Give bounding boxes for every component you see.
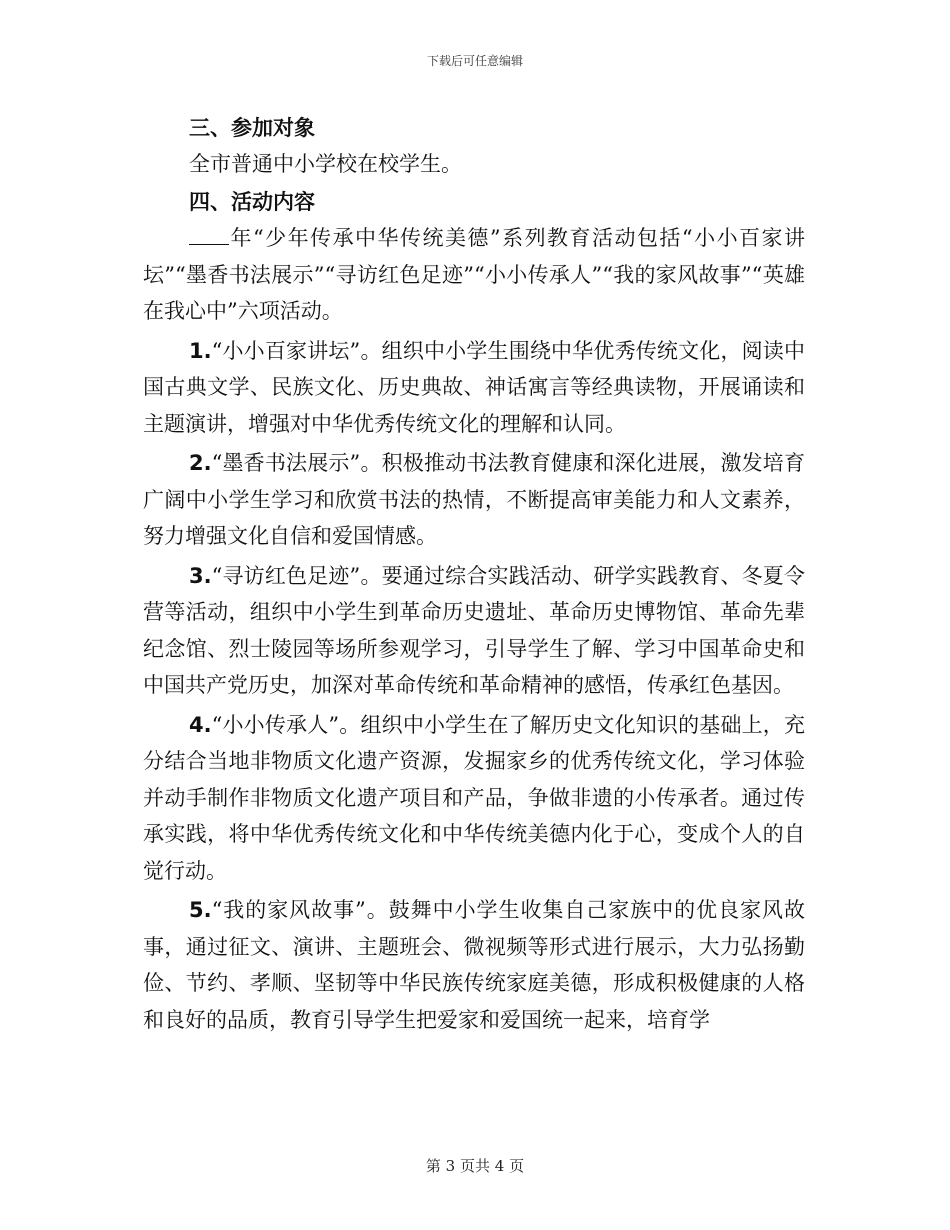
document-body: [143, 110, 805, 1038]
section-4-intro-text: 年“少年传承中华传统美德”系列教育活动包括“小小百家讲坛”“墨香书法展示”“寻访红色足迹”“小小传承人”“我的家风故事”“英雄在我心中”六项活动。: [143, 226, 805, 323]
page-number-footer: 第 3 页共 4 页: [425, 1157, 525, 1175]
activity-item-5: [143, 892, 805, 1038]
activity-item-number: 5.: [189, 898, 212, 922]
date-blank: [189, 226, 229, 245]
section-4-title: 四、活动内容: [189, 190, 315, 214]
section-3-title: 三、参加对象: [189, 116, 315, 140]
activity-item-text: “小小百家讲坛”。组织中小学生围绕中华优秀传统文化，阅读中国古典文学、民族文化、历史典故、神话寓言等经典读物，开展诵读和主题演讲，增强对中华优秀传统文化的理解和认同。: [143, 338, 805, 436]
activity-item-number: 2.: [189, 451, 212, 475]
activity-item-number: 3.: [189, 563, 212, 588]
section-3-body: 全市普通中小学校在校学生。: [189, 152, 462, 176]
section-4-intro: [143, 220, 805, 330]
activity-item-3: [143, 558, 805, 704]
activity-item-text: “我的家风故事”。鼓舞中小学生收集自己家族中的优良家风故事，通过征文、演讲、主题班会、微视频等形式进行展示，大力弘扬勤俭、节约、孝顺、坚韧等中华民族传统家庭美德，形成积极健康的人格和良好的品质，教育引导学生把爱家和爱国统一起来，培育学: [143, 898, 805, 1032]
activity-item-text: “小小传承人”。组织中小学生在了解历史文化知识的基础上，充分结合当地非物质文化遗产资源，发掘家乡的优秀传统文化，学习体验并动手制作非物质文化遗产项目和产品，争做非遗的小传承者。通过传承实践，将中华优秀传统文化和中华传统美德内化于心，变成个人的自觉行动。: [143, 712, 805, 883]
activity-item-4: [143, 707, 805, 890]
activity-item-2: [143, 445, 805, 555]
activity-item-number: 1.: [189, 338, 212, 363]
activity-item-number: 4.: [189, 712, 212, 737]
activity-item-text: “墨香书法展示”。积极推动书法教育健康和深化进展，激发培育广阔中小学生学习和欣赏书法的热情，不断提高审美能力和人文素养，努力增强文化自信和爱国情感。: [143, 451, 805, 548]
activity-item-text: “寻访红色足迹”。要通过综合实践活动、研学实践教育、冬夏令营等活动，组织中小学生到革命历史遗址、革命历史博物馆、革命先辈纪念馆、烈士陵园等场所参观学习，引导学生了解、学习中国革命史和中国共产党历史，加深对革命传统和革命精神的感悟，传承红色基因。: [143, 563, 805, 697]
page-header-note: 下载后可任意编辑: [426, 54, 523, 68]
activity-item-1: [143, 333, 805, 443]
